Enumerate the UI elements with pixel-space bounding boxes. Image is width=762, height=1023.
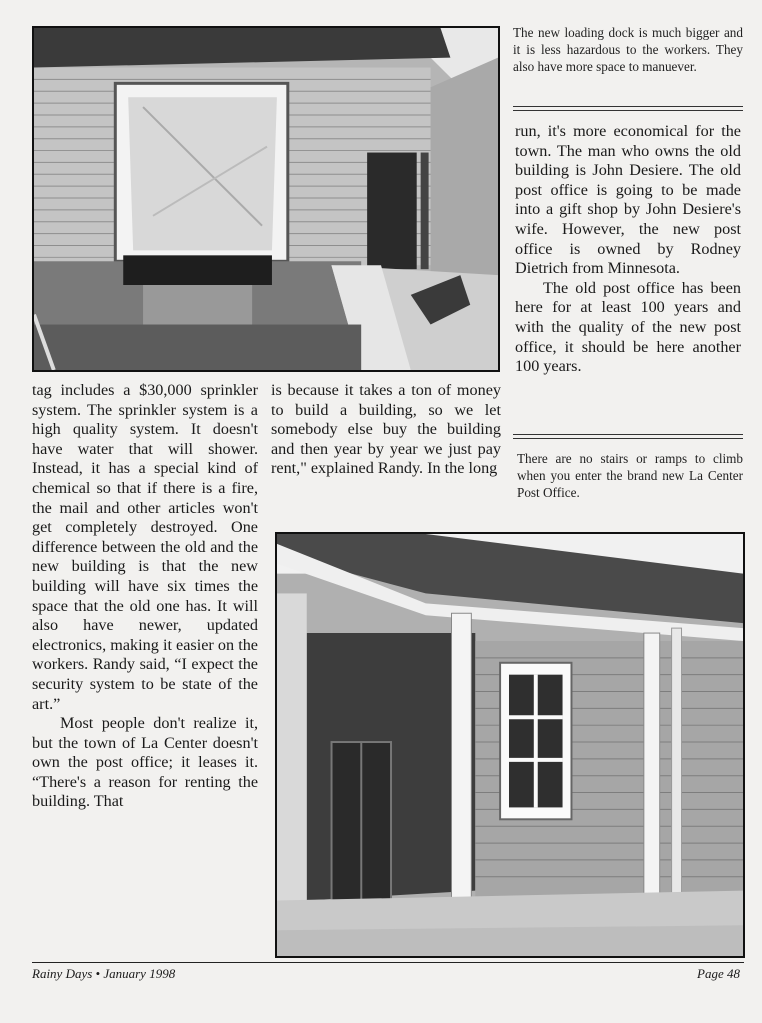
footer-publication: Rainy Days • January 1998 bbox=[32, 966, 176, 981]
column-middle bbox=[271, 381, 501, 479]
footer-page-number: Page 48 bbox=[697, 966, 740, 981]
loading-dock-image bbox=[34, 28, 498, 370]
column-left bbox=[32, 381, 258, 812]
caption-divider-bottom bbox=[513, 434, 743, 439]
left-paragraph-2: Most people don't realize it, but the town of La Center doesn't own the post office; it leases it. “There's a reason for renting the building. That bbox=[32, 714, 258, 811]
footer-rule bbox=[32, 962, 744, 963]
left-paragraph-1: tag includes a $30,000 sprinkler system. The sprinkler system is a high quality system. It doesn't have water that will shower. Instead, it has a special kind of chemical so that if there is a fire, the mail and other articles won't get completely destroyed. One difference between the old and the new building is that the new building will have six times the space that the old one has. It will also have newer, updated electronics, making it easier on the workers. Randy said, “I expect the security system to be state of the art.” bbox=[32, 381, 258, 713]
middle-paragraph-1: is because it takes a ton of money to build a building, so we let somebody else buy the building and then year by year we just pay rent," explained Randy. In the long bbox=[271, 381, 501, 478]
column-right bbox=[515, 122, 741, 377]
loading-dock-caption: The new loading dock is much bigger and it is less hazardous to the workers. They also have more space to manuever. bbox=[513, 25, 743, 74]
entrance-photo bbox=[275, 532, 745, 958]
caption-divider-top bbox=[513, 106, 743, 111]
right-paragraph-1: run, it's more economical for the town. The man who owns the old building is John Desiere. The old post office is going to be made into a gift shop by John Desiere's wife. However, the new post office is owned by Rodney Dietrich from Minnesota. bbox=[515, 122, 741, 278]
entrance-caption: There are no stairs or ramps to climb when you enter the brand new La Center Post Office. bbox=[517, 451, 743, 500]
entrance-image bbox=[277, 534, 743, 956]
loading-dock-photo bbox=[32, 26, 500, 372]
right-paragraph-2: The old post office has been here for at least 100 years and with the quality of the new post office, it should be here another 100 years. bbox=[515, 278, 741, 376]
